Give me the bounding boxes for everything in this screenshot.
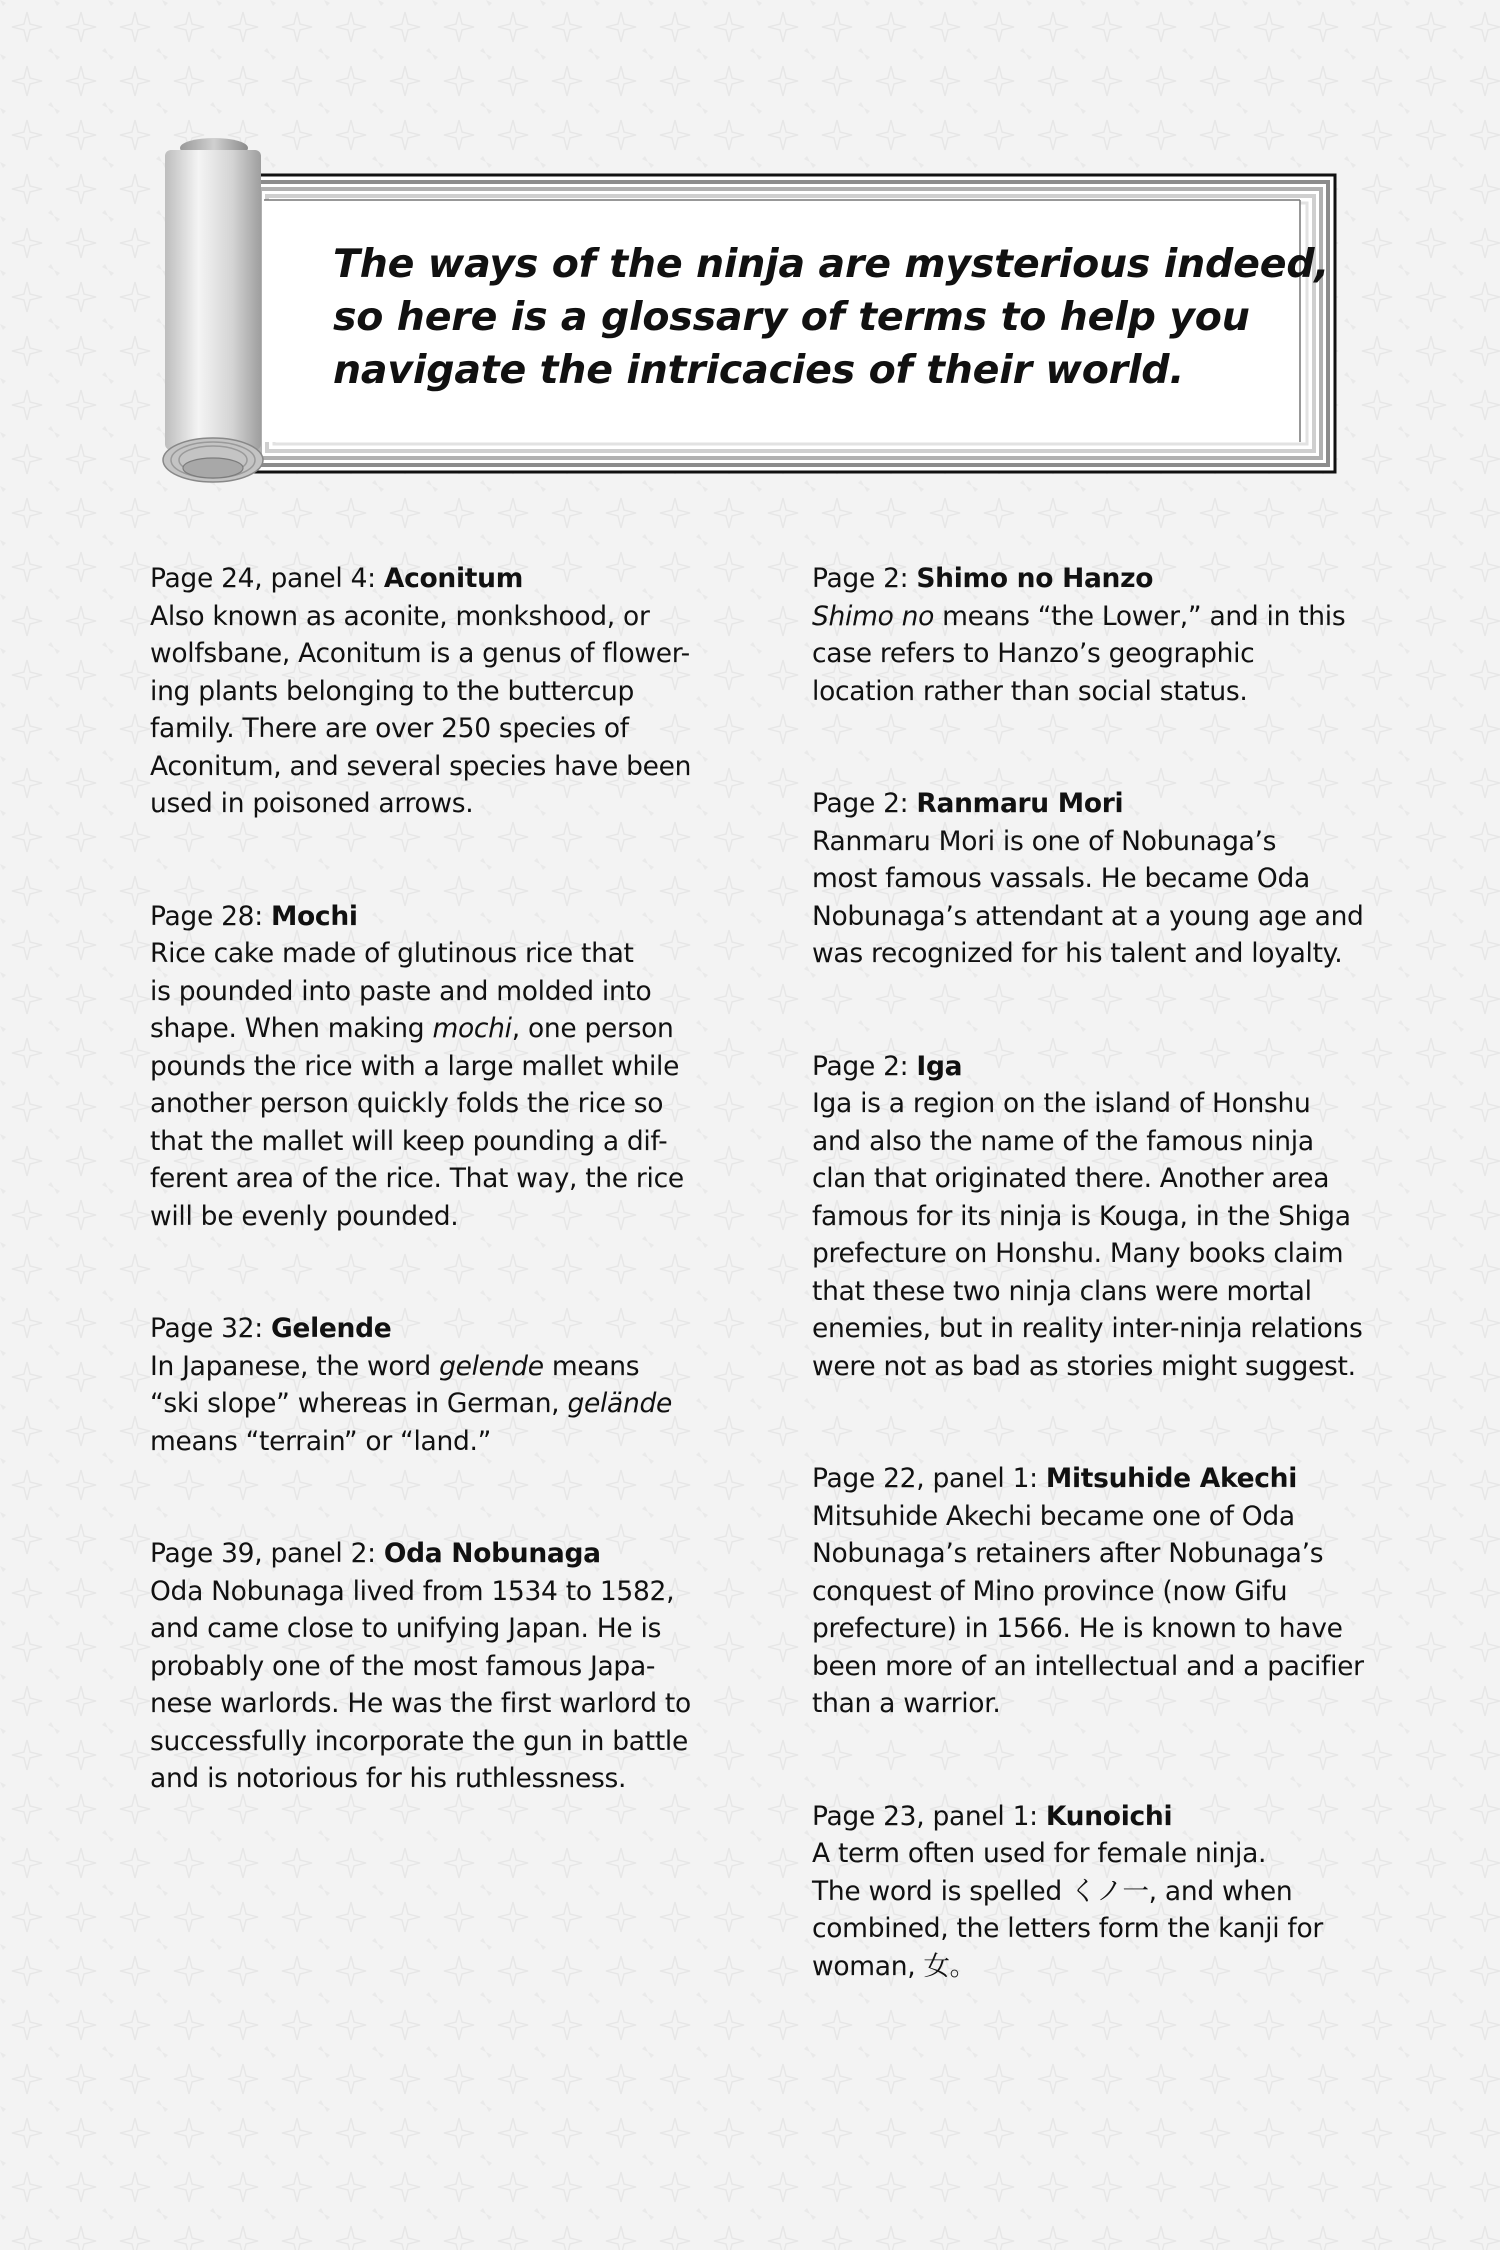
entry-text-line: case refers to Hanzo’s geographic <box>812 638 1255 669</box>
entry-text-line: used in poisoned arrows. <box>150 788 474 819</box>
entry-text-line: most famous vassals. He became Oda <box>812 863 1310 894</box>
entry-text-line: and also the name of the famous ninja <box>812 1125 1314 1157</box>
glossary-entry <box>150 898 750 1236</box>
entry-text-line: pounds the rice with a large mallet while <box>150 1050 680 1082</box>
glossary-entry <box>812 1048 1412 1386</box>
entry-term: Mitsuhide Akechi <box>1045 1463 1298 1494</box>
entry-heading <box>150 1310 750 1348</box>
glossary-entry <box>812 785 1412 973</box>
entry-term: Iga <box>916 1050 963 1082</box>
entry-text-line: another person quickly folds the rice so <box>150 1088 664 1119</box>
entry-text-line: Oda Nobunaga lived from 1534 to 1582, <box>150 1575 675 1607</box>
entry-text-line: successfully incorporate the gun in battle <box>150 1725 688 1757</box>
entry-text-line: Nobunaga’s attendant at a young age and <box>812 900 1364 932</box>
entry-term: Gelende <box>270 1313 392 1344</box>
entry-heading <box>150 898 750 936</box>
entry-text-line: famous for its ninja is Kouga, in the Shiga <box>812 1200 1351 1232</box>
entry-text-line: A term often used for female ninja. <box>812 1838 1267 1869</box>
glossary-right-column <box>812 560 1412 1985</box>
entry-text-line: “ski slope” whereas in German, gelände <box>150 1388 672 1419</box>
entry-page-ref: Page 2: <box>812 563 917 594</box>
entry-heading <box>812 1798 1412 1836</box>
entry-text-line: nese warlords. He was the first warlord to <box>150 1688 691 1719</box>
entry-heading <box>812 560 1412 598</box>
entry-heading <box>150 1535 750 1573</box>
entry-text-line: been more of an intellectual and a pacifier <box>812 1650 1364 1682</box>
entry-text-line: combined, the letters form the kanji for <box>812 1913 1323 1944</box>
entry-term: Kunoichi <box>1045 1800 1173 1832</box>
entry-page-ref: Page 28: <box>150 900 271 932</box>
entry-text-line: The word is spelled くノ一, and when <box>812 1875 1293 1907</box>
entry-text-line: is pounded into paste and molded into <box>150 975 652 1007</box>
entry-text-line: Iga is a region on the island of Honshu <box>812 1088 1311 1119</box>
intro-line: The ways of the ninja are mysterious indeed, <box>333 241 1330 287</box>
intro-text <box>333 238 1333 397</box>
entry-text-line: that the mallet will keep pounding a dif- <box>150 1125 668 1157</box>
entry-text-line: shape. When making mochi, one person <box>150 1013 674 1044</box>
entry-term: Shimo no Hanzo <box>916 563 1154 594</box>
entry-heading <box>812 1460 1412 1498</box>
entry-text-line: than a warrior. <box>812 1688 1001 1719</box>
entry-page-ref: Page 23, panel 1: <box>812 1800 1046 1832</box>
scroll-roll-bottom-cap <box>183 458 243 478</box>
entry-term: Ranmaru Mori <box>916 788 1124 819</box>
entry-page-ref: Page 22, panel 1: <box>812 1463 1046 1494</box>
entry-text-line: clan that originated there. Another area <box>812 1163 1330 1194</box>
entry-text-line: In Japanese, the word gelende means <box>150 1350 640 1382</box>
entry-page-ref: Page 39, panel 2: <box>150 1538 384 1569</box>
entry-text-line: were not as bad as stories might suggest. <box>812 1350 1356 1382</box>
entry-text-line: and came close to unifying Japan. He is <box>150 1613 662 1644</box>
entry-text-line: Aconitum, and several species have been <box>150 750 692 782</box>
entry-term: Mochi <box>270 900 358 932</box>
entry-heading <box>812 1048 1412 1086</box>
entry-text-line: will be evenly pounded. <box>150 1200 459 1232</box>
entry-page-ref: Page 24, panel 4: <box>150 563 384 594</box>
glossary-entry <box>812 1798 1412 1986</box>
entry-text-line: family. There are over 250 species of <box>150 713 629 744</box>
intro-line: navigate the intricacies of their world. <box>333 347 1185 393</box>
glossary-entry <box>150 1535 750 1798</box>
entry-text-line: Also known as aconite, monkshood, or <box>150 600 650 632</box>
entry-term: Aconitum <box>383 563 524 594</box>
glossary-entry <box>150 1310 750 1460</box>
entry-text-line: prefecture on Honshu. Many books claim <box>812 1238 1344 1269</box>
entry-text-line: Nobunaga’s retainers after Nobunaga’s <box>812 1538 1324 1569</box>
entry-text-line: enemies, but in reality inter-ninja relations <box>812 1313 1363 1344</box>
entry-text-line: conquest of Mino province (now Gifu <box>812 1575 1288 1607</box>
entry-page-ref: Page 2: <box>812 1050 917 1082</box>
entry-text-line: wolfsbane, Aconitum is a genus of flower- <box>150 638 690 669</box>
entry-page-ref: Page 2: <box>812 788 917 819</box>
entry-text-line: woman, 女。 <box>812 1950 976 1982</box>
entry-text-line: ferent area of the rice. That way, the rice <box>150 1163 684 1194</box>
entry-heading <box>812 785 1412 823</box>
scroll-roll <box>165 150 261 450</box>
entry-text-line: Ranmaru Mori is one of Nobunaga’s <box>812 825 1277 857</box>
entry-page-ref: Page 32: <box>150 1313 271 1344</box>
glossary-entry <box>812 1460 1412 1723</box>
entry-text-line: Mitsuhide Akechi became one of Oda <box>812 1500 1295 1532</box>
entry-text-line: ing plants belonging to the buttercup <box>150 675 635 707</box>
entry-text-line: and is notorious for his ruthlessness. <box>150 1763 627 1794</box>
entry-term: Oda Nobunaga <box>383 1538 601 1569</box>
entry-text-line: was recognized for his talent and loyalty. <box>812 938 1343 969</box>
entry-text-line: location rather than social status. <box>812 675 1248 707</box>
entry-text-line: probably one of the most famous Japa- <box>150 1650 656 1682</box>
entry-text-line: means “terrain” or “land.” <box>150 1425 492 1457</box>
entry-heading <box>150 560 750 598</box>
glossary-entry <box>812 560 1412 710</box>
glossary-left-column <box>150 560 750 1798</box>
entry-text-line: Shimo no means “the Lower,” and in this <box>812 600 1346 632</box>
entry-text-line: prefecture) in 1566. He is known to have <box>812 1613 1343 1644</box>
glossary-entry <box>150 560 750 823</box>
entry-text-line: that these two ninja clans were mortal <box>812 1275 1312 1307</box>
scroll-banner <box>0 0 1500 520</box>
entry-text-line: Rice cake made of glutinous rice that <box>150 938 634 969</box>
intro-line: so here is a glossary of terms to help you <box>333 294 1250 340</box>
